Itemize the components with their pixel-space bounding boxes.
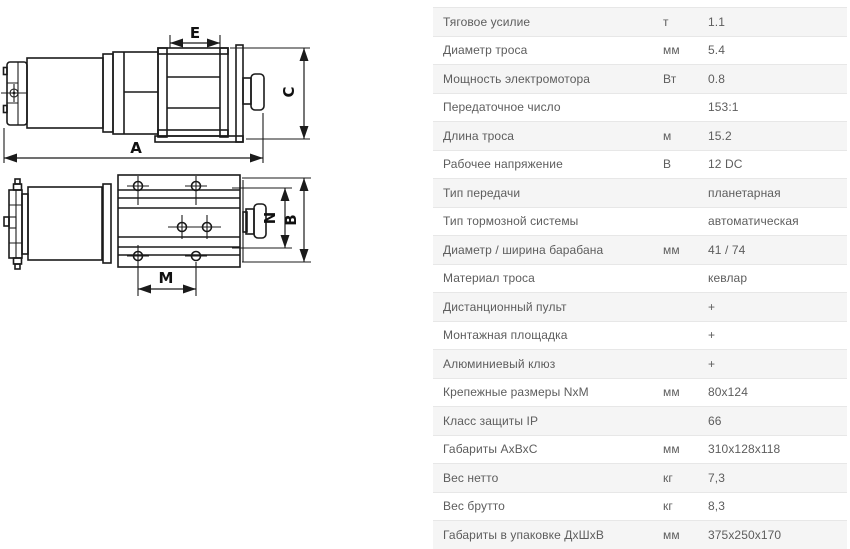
spec-label: Диаметр троса <box>443 43 528 58</box>
spec-label: Алюминиевый клюз <box>443 356 556 371</box>
spec-unit: т <box>663 14 669 29</box>
table-row <box>433 150 847 179</box>
table-row <box>433 235 847 264</box>
spec-label: Монтажная площадка <box>443 328 568 343</box>
table-row <box>433 292 847 321</box>
spec-label: Вес нетто <box>443 470 499 485</box>
spec-value: 12 DC <box>708 157 743 172</box>
spec-label: Мощность электромотора <box>443 71 591 86</box>
table-row <box>433 264 847 293</box>
spec-value: 1.1 <box>708 14 725 29</box>
spec-unit: мм <box>663 527 680 542</box>
spec-unit: кг <box>663 499 673 514</box>
spec-label: Тип тормозной системы <box>443 214 579 229</box>
dim-label-a: A <box>130 139 142 157</box>
table-row <box>433 121 847 150</box>
specs-table <box>433 7 847 549</box>
spec-value: 0.8 <box>708 71 725 86</box>
center-holes <box>168 215 221 239</box>
spec-value: планетарная <box>708 185 781 200</box>
spec-label: Материал троса <box>443 271 535 286</box>
spec-value: 153:1 <box>708 100 739 115</box>
dimension-e <box>170 24 220 48</box>
spec-label: Тип передачи <box>443 185 521 200</box>
dim-label-b: B <box>282 214 300 226</box>
spec-unit: мм <box>663 242 680 257</box>
spec-label: Класс защиты IP <box>443 413 539 428</box>
table-row <box>433 64 847 93</box>
table-row <box>433 492 847 521</box>
dimension-a <box>4 113 263 163</box>
spec-value: 375x250x170 <box>708 527 782 542</box>
table-row <box>433 178 847 207</box>
dim-label-c: C <box>280 86 298 98</box>
spec-unit: мм <box>663 43 680 58</box>
mounting-holes <box>127 176 207 261</box>
spec-label: Габариты в упаковке ДхШхВ <box>443 527 604 542</box>
spec-label: Тяговое усилие <box>443 14 531 29</box>
table-row <box>433 349 847 378</box>
side-view <box>1 45 264 142</box>
spec-value: 15.2 <box>708 128 732 143</box>
spec-label: Крепежные размеры NxM <box>443 385 589 400</box>
spec-label: Передаточное число <box>443 100 561 115</box>
spec-unit: м <box>663 128 672 143</box>
spec-label: Дистанционный пульт <box>443 299 567 314</box>
table-row <box>433 520 847 549</box>
spec-label: Габариты АхВхС <box>443 442 538 457</box>
spec-unit: мм <box>663 442 680 457</box>
spec-unit: мм <box>663 385 680 400</box>
spec-label: Вес брутто <box>443 499 505 514</box>
dim-label-e: E <box>189 24 201 42</box>
spec-value: 310x128x118 <box>708 442 781 457</box>
table-row <box>433 435 847 464</box>
table-row <box>433 321 847 350</box>
spec-value: кевлар <box>708 271 748 286</box>
spec-value: + <box>708 328 716 343</box>
spec-label: Длина троса <box>443 128 515 143</box>
spec-value: 41 / 74 <box>708 242 746 257</box>
table-row <box>433 463 847 492</box>
spec-label: Рабочее напряжение <box>443 157 563 172</box>
spec-unit: кг <box>663 470 673 485</box>
table-row <box>433 378 847 407</box>
spec-value: 8,3 <box>708 499 725 514</box>
dimension-m <box>138 245 196 296</box>
dimension-c <box>230 48 310 139</box>
spec-value: 80x124 <box>708 385 748 400</box>
table-row <box>433 36 847 65</box>
spec-value: + <box>708 299 716 314</box>
spec-unit: В <box>663 157 672 172</box>
spec-value: 66 <box>708 413 722 428</box>
spec-value: 7,3 <box>708 470 725 485</box>
dim-label-m: M <box>158 269 174 287</box>
spec-unit: Вт <box>663 71 677 86</box>
table-row <box>433 406 847 435</box>
dim-label-n: N <box>261 211 279 225</box>
table-row <box>433 93 847 122</box>
spec-value: + <box>708 356 716 371</box>
spec-value: 5.4 <box>708 43 725 58</box>
table-row <box>433 7 847 36</box>
spec-label: Диаметр / ширина барабана <box>443 242 604 257</box>
spec-value: автоматическая <box>708 214 799 229</box>
table-row <box>433 207 847 236</box>
top-view <box>4 175 266 269</box>
